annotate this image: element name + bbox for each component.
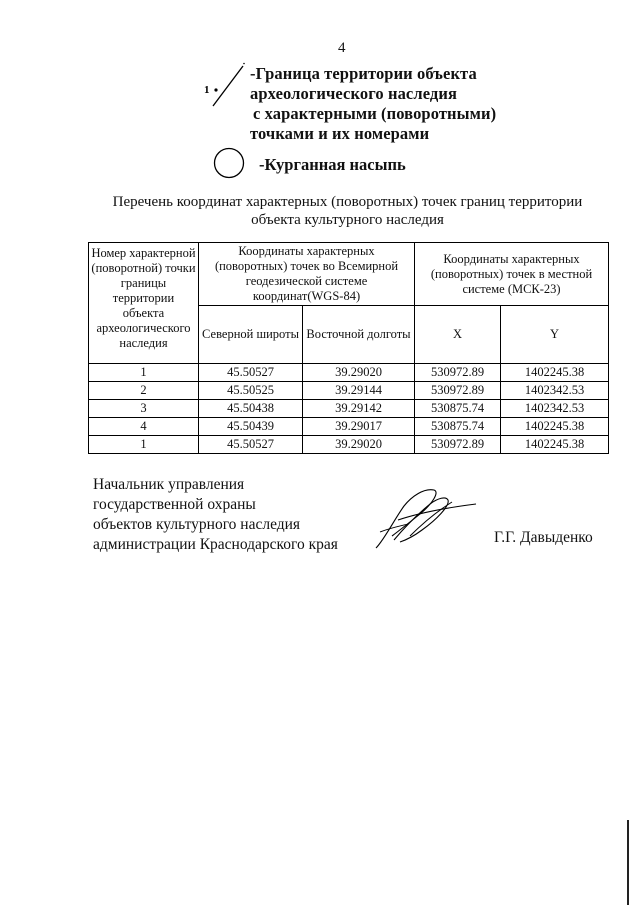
signer-name: Г.Г. Давыденко <box>494 529 593 546</box>
table-caption <box>85 193 610 229</box>
header-north-latitude: Северной широты <box>199 306 303 364</box>
cell-latitude: 45.50527 <box>199 436 303 454</box>
cell-x: 530875.74 <box>415 400 501 418</box>
cell-longitude: 39.29017 <box>303 418 415 436</box>
cell-y: 1402342.53 <box>501 382 609 400</box>
cell-point: 2 <box>89 382 199 400</box>
cell-x: 530972.89 <box>415 436 501 454</box>
cell-point: 3 <box>89 400 199 418</box>
legend-mound-label: -Курганная насыпь <box>259 155 406 174</box>
scan-edge-line <box>627 820 629 905</box>
handwritten-signature <box>370 480 480 552</box>
cell-point: 4 <box>89 418 199 436</box>
cell-latitude: 45.50525 <box>199 382 303 400</box>
header-east-longitude: Восточной долготы <box>303 306 415 364</box>
signatory-title <box>93 475 338 555</box>
header-point-number: Номер характерной (поворотной) точки границы территории объекта археологического наследия <box>89 243 199 364</box>
signatory-title-line: государственной охраны <box>93 496 256 513</box>
signatory-title-line: объектов культурного наследия <box>93 516 301 533</box>
legend-border-line: точками и их номерами <box>250 124 430 143</box>
table-caption-line: Перечень координат характерных (поворотных) точек границ территории <box>112 194 583 210</box>
cell-x: 530972.89 <box>415 364 501 382</box>
legend-border-line: -Граница территории объекта <box>250 64 477 83</box>
cell-y: 1402245.38 <box>501 418 609 436</box>
cell-point: 1 <box>89 364 199 382</box>
header-wgs-group: Координаты характерных (поворотных) точек во Всемирной геодезической системе координат(WGS-84) <box>199 243 415 306</box>
cell-latitude: 45.50527 <box>199 364 303 382</box>
cell-y: 1402245.38 <box>501 436 609 454</box>
table-row <box>89 418 609 436</box>
legend-border-line: археологического наследия <box>250 84 458 103</box>
border-point-number: 1 <box>204 84 210 96</box>
cell-latitude: 45.50439 <box>199 418 303 436</box>
cell-longitude: 39.29020 <box>303 364 415 382</box>
cell-longitude: 39.29144 <box>303 382 415 400</box>
table-row <box>89 382 609 400</box>
cell-y: 1402342.53 <box>501 400 609 418</box>
signatory-title-line: администрации Краснодарского края <box>93 536 338 553</box>
legend-border-line: с характерными (поворотными) <box>253 104 497 123</box>
legend-border-description <box>250 64 496 144</box>
mound-circle-icon <box>213 147 245 179</box>
border-line-icon <box>203 62 251 108</box>
page-number: 4 <box>338 40 346 56</box>
cell-point: 1 <box>89 436 199 454</box>
cell-longitude: 39.29142 <box>303 400 415 418</box>
header-y: Y <box>501 306 609 364</box>
cell-x: 530875.74 <box>415 418 501 436</box>
header-local-group: Координаты характерных (поворотных) точек в местной системе (МСК-23) <box>415 243 609 306</box>
cell-longitude: 39.29020 <box>303 436 415 454</box>
coordinates-table <box>88 242 609 454</box>
cell-x: 530972.89 <box>415 382 501 400</box>
cell-latitude: 45.50438 <box>199 400 303 418</box>
table-row <box>89 436 609 454</box>
table-row <box>89 364 609 382</box>
table-caption-line: объекта культурного наследия <box>251 212 444 228</box>
header-x: X <box>415 306 501 364</box>
cell-y: 1402245.38 <box>501 364 609 382</box>
table-row <box>89 400 609 418</box>
signatory-title-line: Начальник управления <box>93 476 245 493</box>
